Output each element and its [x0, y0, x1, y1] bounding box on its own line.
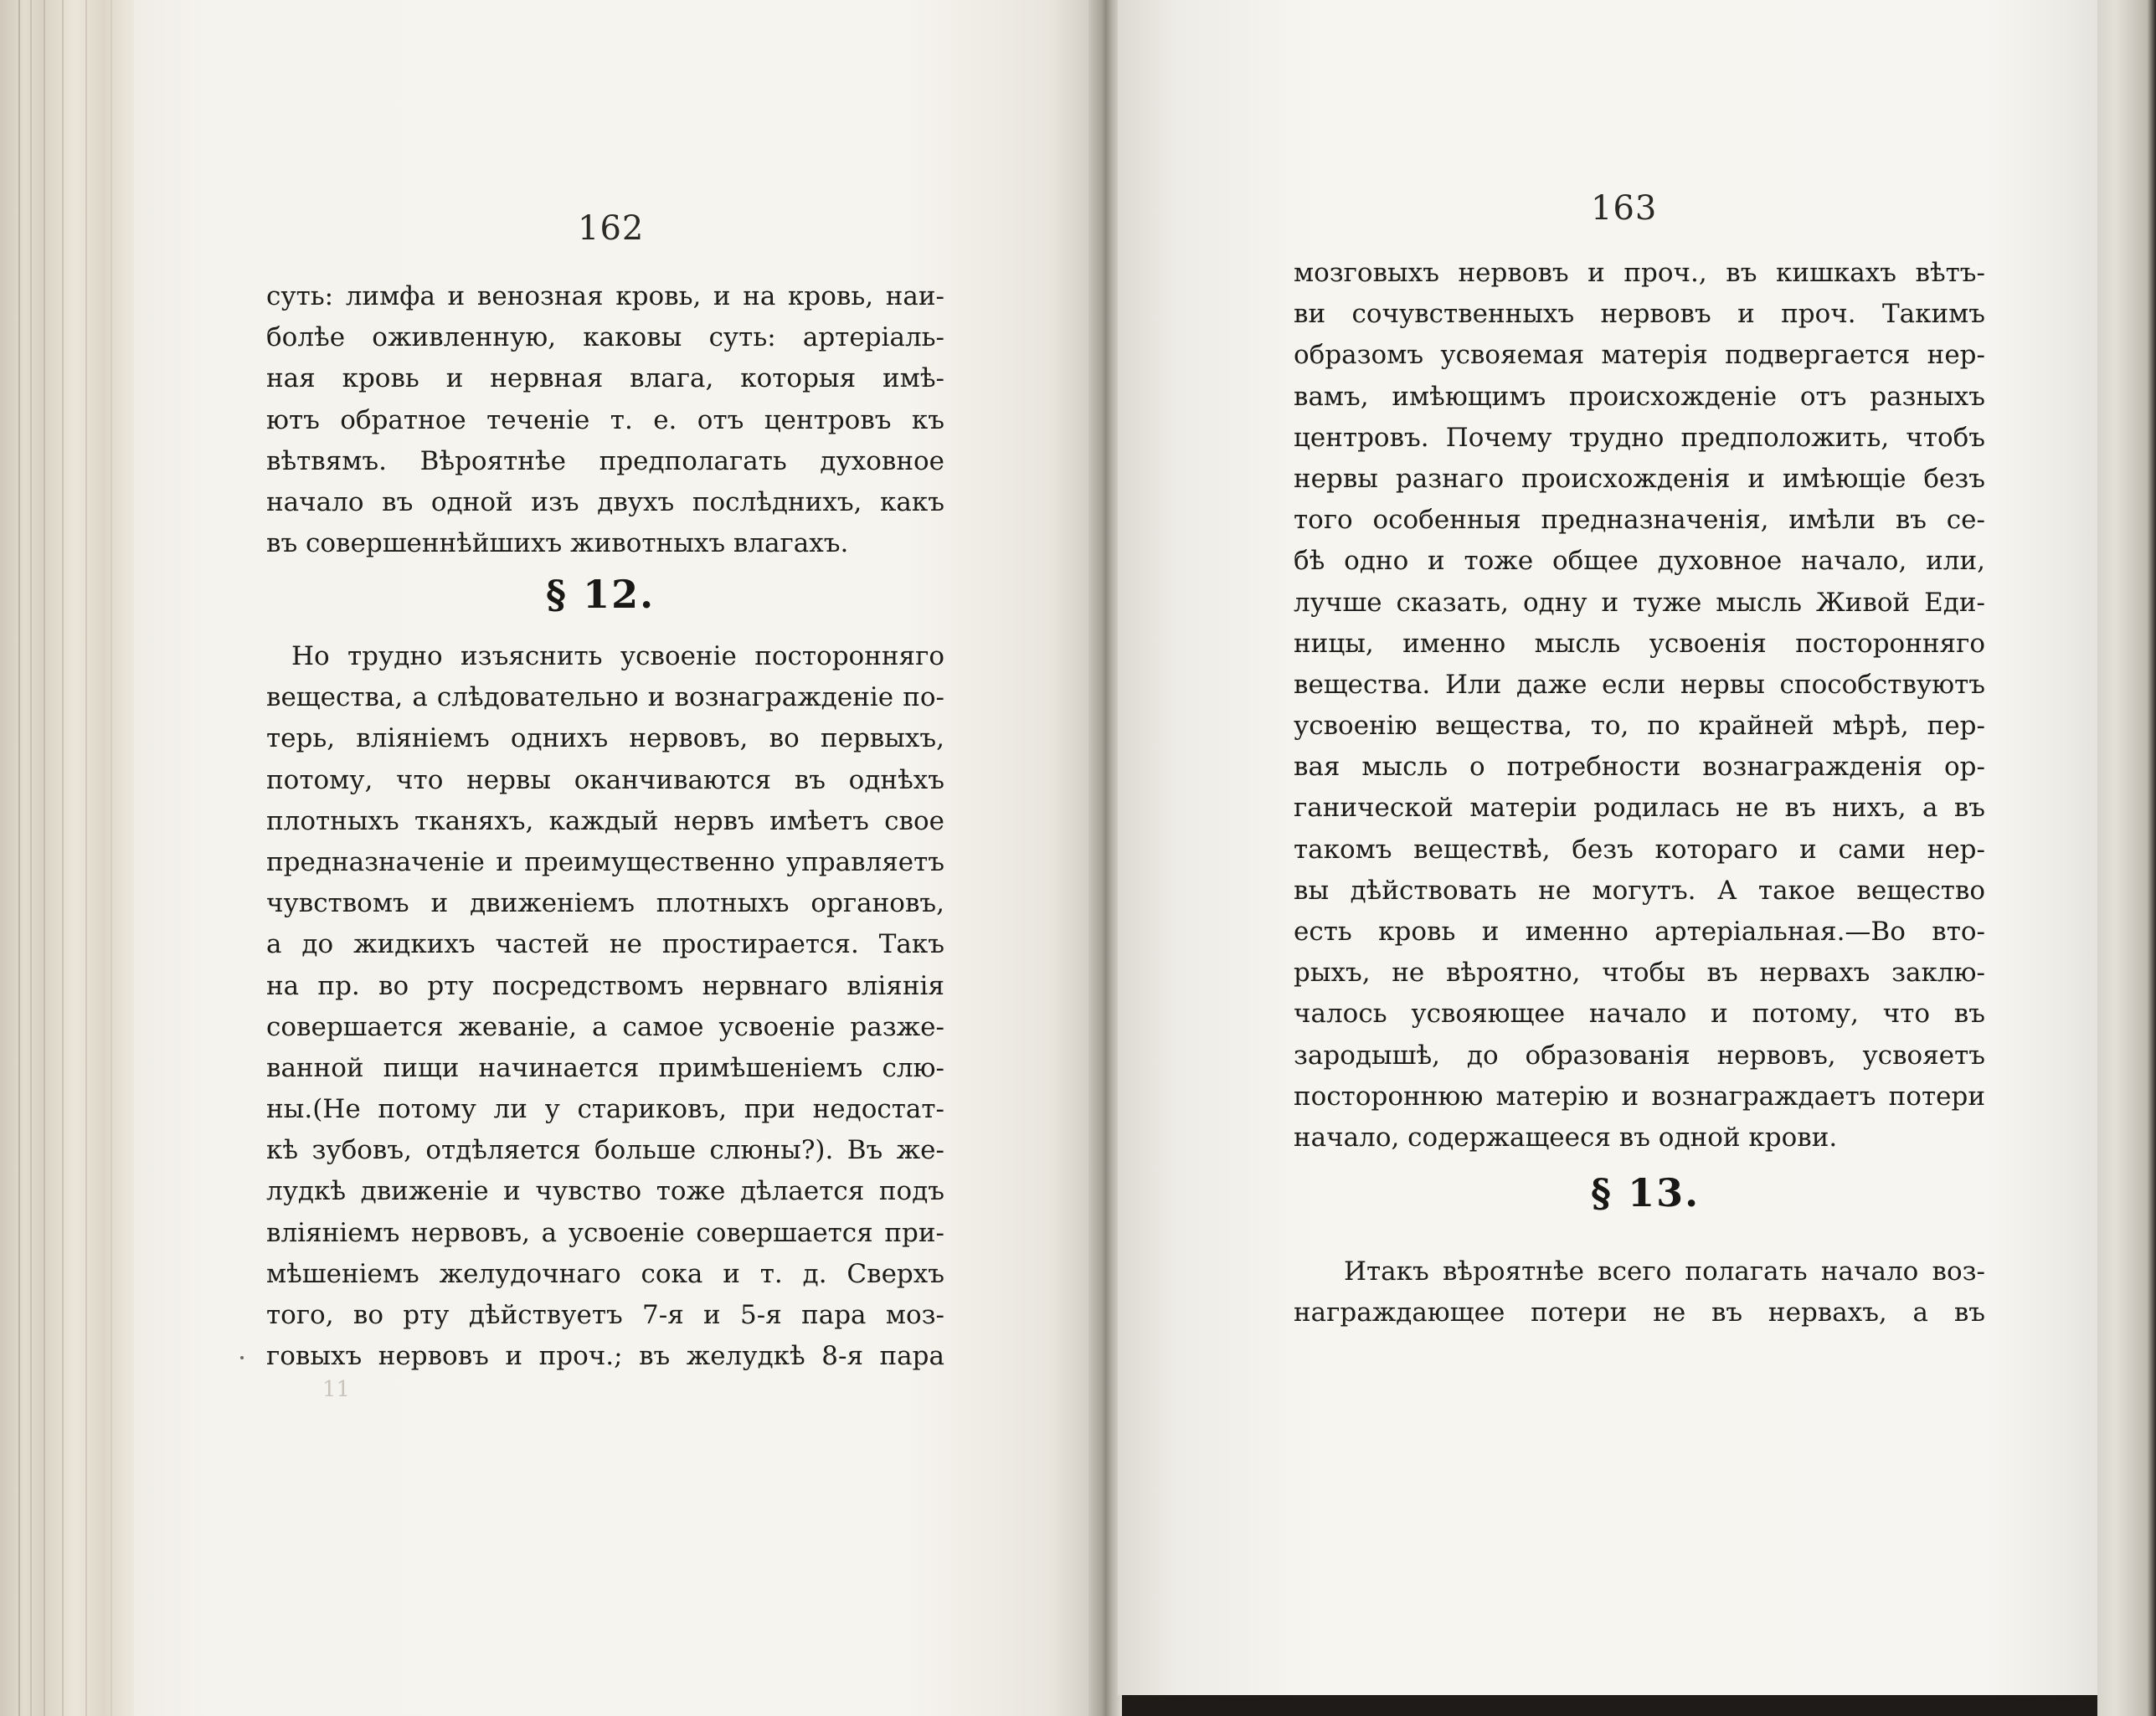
- text-line: терь, вліяніемъ однихъ нервовъ, во первыхъ,: [266, 723, 944, 754]
- text-line: начало въ одной изъ двухъ послѣднихъ, какъ: [266, 486, 944, 517]
- text-line: вы дѣйствовать не могутъ. А такое вещество: [1294, 875, 1985, 906]
- text-line: чувствомъ и движеніемъ плотныхъ органовъ,: [266, 888, 944, 919]
- text-line: есть кровь и именно артеріальная.—Во вто-: [1294, 917, 1985, 947]
- text-line: зародышѣ, до образованія нервовъ, усвояетъ: [1294, 1040, 1985, 1071]
- text-line: вамъ, имѣющимъ происхожденіе отъ разныхъ: [1294, 381, 1985, 412]
- left-text-body: [266, 636, 944, 1377]
- text-line: ви сочувственныхъ нервовъ и проч. Такимъ: [1294, 299, 1985, 330]
- section-heading-13: § 13.: [1591, 1170, 1701, 1215]
- text-line: мозговыхъ нервовъ и проч., въ кишкахъ вѣтъ-: [1294, 258, 1985, 288]
- text-line: ганической матеріи родилась не въ нихъ, а въ: [1294, 793, 1985, 824]
- text-line: Итакъ вѣроятнѣе всего полагать начало воз-: [1344, 1256, 1985, 1287]
- text-line: кѣ зубовъ, отдѣляется больше слюны?). Въ же-: [266, 1135, 944, 1166]
- text-line: лучше сказать, одну и туже мысль Живой Еди-: [1294, 587, 1985, 618]
- left-text-top: [266, 276, 944, 564]
- text-line: нервы разнаго происхожденія и имѣющіе безъ: [1294, 463, 1985, 494]
- text-line: болѣе оживленную, каковы суть: артеріаль-: [266, 322, 944, 353]
- right-text-body: [1294, 1251, 1985, 1333]
- text-line: вая мысль о потребности вознагражденія ор-: [1294, 752, 1985, 783]
- text-line: въ совершеннѣйшихъ животныхъ влагахъ.: [266, 528, 849, 559]
- text-line: ютъ обратное теченіе т. е. отъ центровъ къ: [266, 404, 944, 435]
- text-line: лудкѣ движеніе и чувство тоже дѣлается подъ: [266, 1176, 944, 1207]
- left-page: [134, 0, 1097, 1716]
- right-page: [1118, 0, 2106, 1695]
- text-line: чалось усвояющее начало и потому, что въ: [1294, 999, 1985, 1030]
- text-line: начало, содержащееся въ одной крови.: [1294, 1122, 1838, 1153]
- text-line: а до жидкихъ частей не простирается. Такъ: [266, 929, 944, 960]
- text-line: на пр. во рту посредствомъ нервнаго вліянія: [266, 970, 944, 1001]
- page-edge-stack: [0, 0, 138, 1716]
- text-line: вещества. Или даже если нервы способствуютъ: [1294, 669, 1985, 700]
- text-line: ванной пищи начинается примѣшеніемъ слю-: [266, 1052, 944, 1083]
- signature-mark: 11: [322, 1377, 351, 1402]
- text-line: такомъ веществѣ, безъ котораго и сами нер-: [1294, 834, 1985, 865]
- text-line: того особенныя предназначенія, имѣли въ се-: [1294, 505, 1985, 536]
- page-number-left: 162: [578, 209, 645, 248]
- right-text-top: [1294, 253, 1985, 1159]
- ink-dot: [240, 1356, 244, 1359]
- text-line: говыхъ нервовъ и проч.; въ желудкѣ 8-я пара: [266, 1341, 944, 1372]
- text-line: предназначеніе и преимущественно управляетъ: [266, 846, 944, 877]
- text-line: того, во рту дѣйствуетъ 7-я и 5-я пара моз-: [266, 1300, 944, 1330]
- right-page-edge: [2097, 0, 2156, 1716]
- text-line: мѣшеніемъ желудочнаго сока и т. д. Сверхъ: [266, 1258, 944, 1289]
- text-line: постороннюю матерію и вознаграждаетъ потери: [1294, 1081, 1985, 1112]
- text-line: совершается жеваніе, а самое усвоеніе разже-: [266, 1011, 944, 1042]
- text-line: Но трудно изъяснить усвоеніе посторонняго: [291, 641, 944, 671]
- text-line: вліяніемъ нервовъ, а усвоеніе совершается при-: [266, 1217, 944, 1248]
- text-line: награждающее потери не въ нервахъ, а въ: [1294, 1297, 1985, 1328]
- text-line: вещества, а слѣдовательно и вознагражденіе по-: [266, 682, 944, 713]
- text-line: ная кровь и нервная влага, которыя имѣ-: [266, 363, 944, 394]
- page-number-right: 163: [1591, 189, 1658, 228]
- text-line: центровъ. Почему трудно предположить, чтобъ: [1294, 422, 1985, 453]
- section-heading-12: § 12.: [546, 572, 656, 617]
- text-line: вѣтвямъ. Вѣроятнѣе предполагать духовное: [266, 445, 944, 476]
- book-gutter: [1088, 0, 1122, 1716]
- text-line: рыхъ, не вѣроятно, чтобы въ нервахъ заклю-: [1294, 958, 1985, 989]
- text-line: ны.(Не потому ли у стариковъ, при недостат-: [266, 1094, 944, 1125]
- text-line: бѣ одно и тоже общее духовное начало, или,: [1294, 546, 1985, 577]
- text-line: усвоенію вещества, то, по крайней мѣрѣ, пер-: [1294, 711, 1985, 742]
- text-line: ницы, именно мысль усвоенія посторонняго: [1294, 628, 1985, 659]
- text-line: образомъ усвояемая матерія подвергается нер-: [1294, 340, 1985, 371]
- text-line: потому, что нервы оканчиваются въ однѣхъ: [266, 764, 944, 795]
- text-line: плотныхъ тканяхъ, каждый нервъ имѣетъ свое: [266, 805, 944, 836]
- text-line: суть: лимфа и венозная кровь, и на кровь, наи-: [266, 281, 944, 311]
